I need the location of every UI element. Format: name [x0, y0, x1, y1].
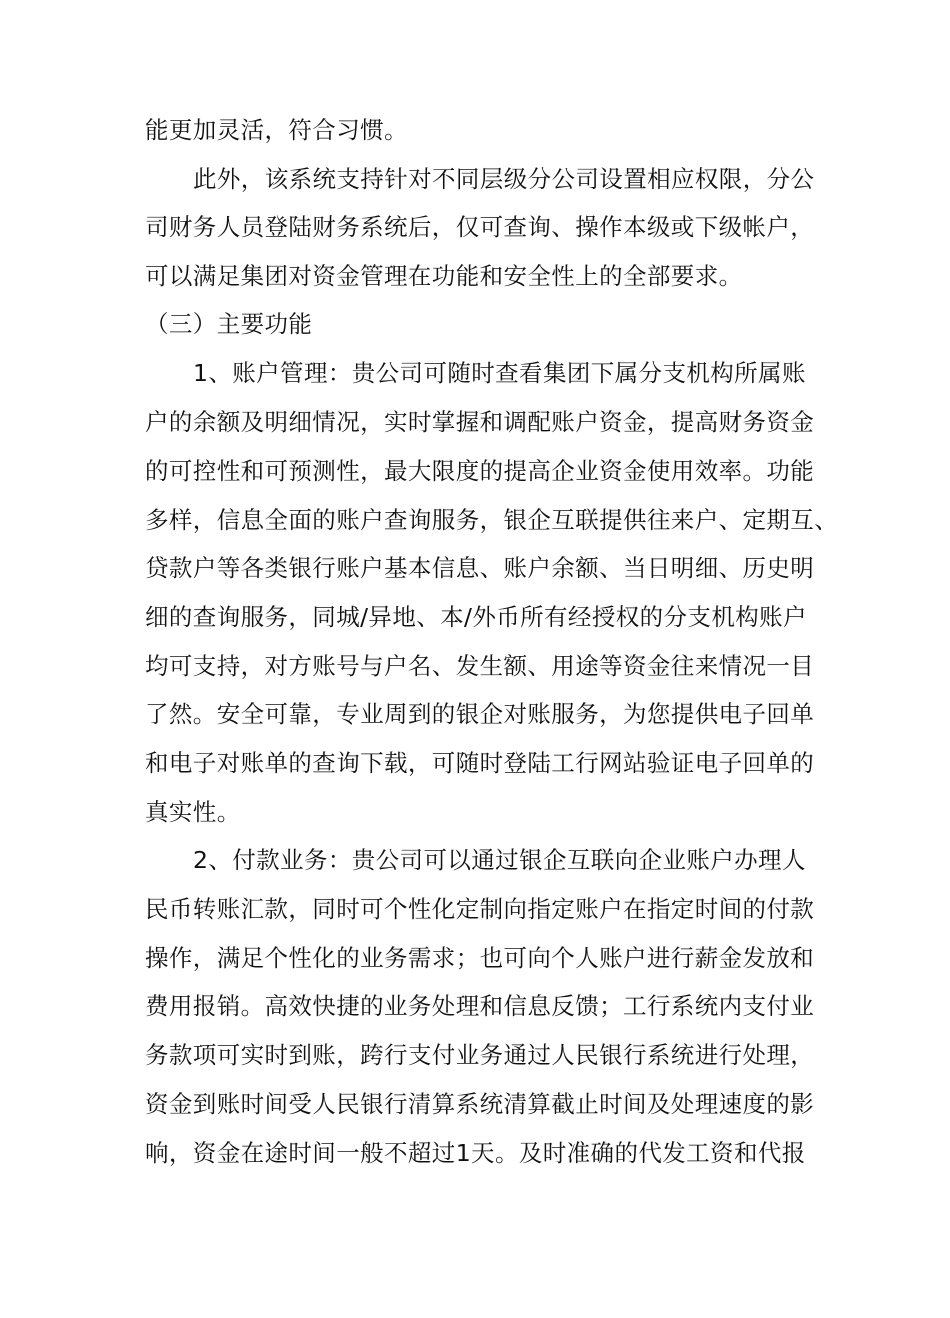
text-line: 了然。安全可靠，专业周到的银企对账服务，为您提供电子回单: [145, 700, 815, 728]
paragraph-first-line: 此外，该系统支持针对不同层级分公司设置相应权限，分公: [193, 165, 815, 193]
paragraph-first-line: 2、付款业务：贵公司可以通过银企互联向企业账户办理人: [193, 846, 806, 874]
text-line: 的可控性和可预测性，最大限度的提高企业资金使用效率。功能: [145, 457, 815, 485]
text-line: 和电子对账单的查询下载，可随时登陆工行网站验证电子回单的: [145, 749, 815, 777]
text-line: 民币转账汇款，同时可个性化定制向指定账户在指定时间的付款: [145, 895, 815, 923]
text-line: 务款项可实时到账，跨行支付业务通过人民银行系统进行处理，: [145, 1041, 815, 1069]
section-heading: （三）主要功能: [145, 310, 313, 338]
text-line: 可以满足集团对资金管理在功能和安全性上的全部要求。: [145, 262, 743, 290]
text-line: 司财务人员登陆财务系统后，仅可查询、操作本级或下级帐户，: [145, 213, 815, 241]
text-line: 能更加灵活，符合习惯。: [145, 116, 408, 144]
text-line: 操作，满足个性化的业务需求；也可向个人账户进行薪金发放和: [145, 944, 815, 972]
text-line: 多样，信息全面的账户查询服务，银企互联提供往来户、定期互、: [145, 506, 839, 534]
text-line: 细的查询服务，同城/异地、本/外币所有经授权的分支机构账户: [145, 603, 807, 631]
text-line: 均可支持，对方账号与户名、发生额、用途等资金往来情况一目: [145, 652, 815, 680]
paragraph-first-line: 1、账户管理：贵公司可随时查看集团下属分支机构所属账: [193, 359, 806, 387]
text-line: 贷款户等各类银行账户基本信息、账户余额、当日明细、历史明: [145, 554, 815, 582]
text-line: 响，资金在途时间一般不超过1天。及时准确的代发工资和代报: [145, 1139, 806, 1167]
text-line: 户的余额及明细情况，实时掌握和调配账户资金，提高财务资金: [145, 408, 815, 436]
text-line: 费用报销。高效快捷的业务处理和信息反馈；工行系统内支付业: [145, 992, 815, 1020]
text-line: 资金到账时间受人民银行清算系统清算截止时间及处理速度的影: [145, 1090, 815, 1118]
text-line: 真实性。: [145, 798, 241, 826]
